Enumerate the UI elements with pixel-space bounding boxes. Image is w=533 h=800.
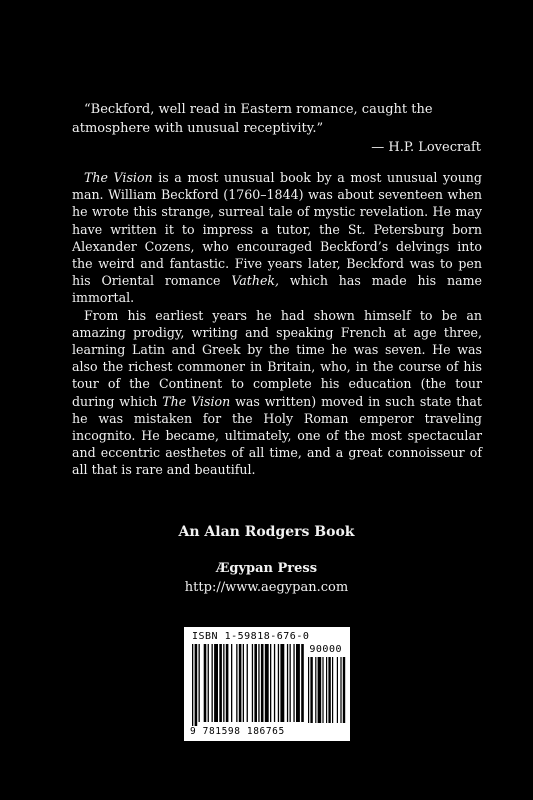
barcode-bar — [270, 644, 271, 722]
quote-text: “Beckford, well read in Eastern romance, caught the atmosphere with unusual receptivity.” — [72, 102, 433, 136]
barcode-bar — [287, 644, 288, 722]
barcode-bar — [247, 644, 248, 722]
barcode-bar — [219, 644, 222, 722]
barcode-bar — [280, 644, 284, 722]
isbn-label: ISBN 1-59818-676-0 — [192, 631, 310, 642]
publisher-url: http://www.aegypan.com — [184, 580, 349, 595]
barcode-bar — [226, 644, 229, 722]
barcode-bar — [195, 644, 198, 726]
addon-bar — [310, 657, 312, 723]
title-italic: The Vision — [162, 393, 231, 409]
barcode-digits: 9 781598 186765 — [190, 726, 285, 737]
isbn-barcode — [184, 627, 350, 741]
barcode-bar — [274, 644, 275, 722]
barcode-bar — [243, 644, 244, 722]
addon-bar — [332, 657, 333, 723]
barcode-bar — [199, 644, 200, 722]
barcode-bar — [236, 644, 237, 722]
barcode-bar — [296, 644, 300, 722]
barcode-bar — [301, 644, 304, 722]
barcode-bar — [212, 644, 213, 722]
title-italic: The Vision — [84, 170, 153, 185]
addon-bar — [308, 657, 309, 723]
barcode-bar — [278, 644, 279, 722]
barcode-bar — [293, 644, 294, 722]
vathek-italic: Vathek, — [231, 273, 280, 289]
addon-bar — [326, 657, 327, 723]
book-description — [72, 169, 482, 479]
barcode-bar — [265, 644, 269, 722]
barcode-bar — [214, 644, 218, 722]
barcode-bar — [208, 644, 209, 722]
addon-bar — [340, 657, 341, 723]
addon-bar — [322, 657, 323, 723]
addon-bar — [318, 657, 322, 723]
addon-bar — [343, 657, 345, 723]
barcode-bar — [204, 644, 207, 722]
barcode-bar — [231, 644, 232, 722]
barcode-bar — [254, 644, 257, 722]
barcode-bar — [290, 644, 291, 722]
description-paragraph-2: From his earliest years he had shown himself to be an amazing prodigy, writing and speaking French at age three, learning Latin and Greek by the time he was seven. He was also the richest commoner in Britain, who, in the course of his tour of the Continent to complete his education (the tour during which The Vision was written) moved in such state that he was mistaken for the Holy Roman emperor traveling incognito. He became, ultimately, one of the most spectacular and eccentric aesthetes of all time, and a great connoisseur of all that is rare and beautiful. — [72, 307, 482, 478]
barcode-bar — [223, 644, 224, 722]
addon-bar — [315, 657, 316, 723]
series-line: An Alan Rodgers Book — [178, 524, 355, 540]
barcode-bar — [258, 644, 259, 722]
barcode-bar — [239, 644, 242, 722]
quote-attribution: — H.P. Lovecraft — [371, 140, 481, 155]
publisher-name: Ægypan Press — [215, 561, 318, 576]
barcode-bar — [261, 644, 264, 722]
addon-bar — [328, 657, 330, 723]
price-code: 90000 — [309, 644, 342, 655]
addon-bar — [337, 657, 338, 723]
blurb-quote — [72, 100, 482, 138]
barcode-bar — [252, 644, 253, 722]
description-paragraph-1: The Vision is a most unusual book by a most unusual young man. William Beckford (1760–1844) was about seventeen when he wrote this strange, surreal tale of mystic revelation. He may have written it to impress a tutor, the St. Petersburg born Alexander Cozens, who encouraged Beckford’s delvings into the weird and fantastic. Five years later, Beckford was to pen his Oriental romance Vathek, which has made his name immortal. — [72, 170, 482, 306]
barcode-bar — [192, 644, 193, 726]
